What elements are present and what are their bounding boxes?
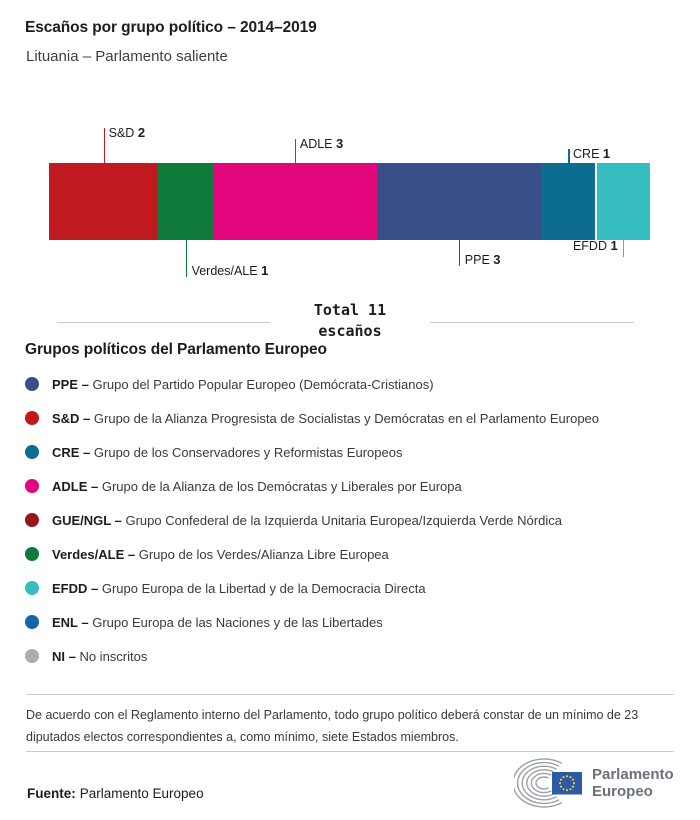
legend-color-dot — [25, 649, 39, 663]
total-value: Total 11 — [313, 301, 387, 319]
legend-abbr: EFDD – — [52, 580, 99, 596]
divider-bottom — [26, 751, 674, 752]
legend-color-dot — [25, 513, 39, 527]
legend-item — [25, 367, 685, 401]
bar-segment-cre — [541, 163, 596, 240]
legend-text — [52, 615, 383, 630]
bar-segment-adle — [213, 163, 377, 240]
callout-tick — [186, 240, 188, 277]
legend-color-dot — [25, 547, 39, 561]
total-unit: escaños — [318, 322, 382, 340]
total-label — [275, 300, 425, 342]
legend-abbr: NI – — [52, 648, 76, 664]
legend-desc: Grupo de los Verdes/Alianza Libre Europea — [135, 546, 389, 562]
legend-item — [25, 639, 685, 673]
legend-abbr: Verdes/ALE – — [52, 546, 136, 562]
legend-color-dot — [25, 479, 39, 493]
legend-text — [52, 513, 562, 528]
legend-abbr: ENL – — [52, 614, 89, 630]
legend-desc: Grupo de la Alianza de los Demócratas y Liberales por Europa — [98, 478, 462, 494]
legend-text — [52, 479, 462, 494]
callout-label: Verdes/ALE 1 — [191, 263, 269, 278]
callout-tick — [568, 149, 570, 163]
divider-line-right — [430, 322, 634, 323]
bar-segment-s-d — [49, 163, 158, 240]
legend-item — [25, 537, 685, 571]
page-subtitle: Lituania – Parlamento saliente — [26, 48, 228, 65]
legend-abbr: PPE – — [52, 376, 89, 392]
page-title: Escaños por grupo político – 2014–2019 — [25, 19, 317, 36]
legend-desc: Grupo Europa de las Naciones y de las Libertades — [88, 614, 383, 630]
legend-text — [52, 445, 402, 460]
legend-abbr: ADLE – — [52, 478, 99, 494]
legend-item — [25, 605, 685, 639]
legend-item — [25, 571, 685, 605]
legend-color-dot — [25, 615, 39, 629]
ep-logo — [514, 756, 674, 810]
legend-text — [52, 411, 599, 426]
bar-segment-ppe — [377, 163, 541, 240]
legend-abbr: GUE/NGL – — [52, 512, 122, 528]
callout-label: CRE 1 — [573, 146, 611, 161]
legend-color-dot — [25, 377, 39, 391]
callout-tick — [623, 240, 625, 257]
legend-abbr: S&D – — [52, 410, 91, 426]
legend-item — [25, 503, 685, 537]
legend-desc: Grupo de los Conservadores y Reformistas Europeos — [90, 444, 403, 460]
legend-desc: Grupo de la Alianza Progresista de Socialistas y Demócratas en el Parlamento Europeo — [90, 410, 600, 426]
parliament-hemicycle-icon — [514, 756, 586, 810]
divider-line-left — [57, 322, 270, 323]
logo-line1: Parlamento — [592, 766, 674, 783]
callout-label: PPE 3 — [464, 252, 501, 267]
divider-top — [26, 694, 674, 695]
source-label: Fuente: — [27, 786, 76, 801]
footnote — [26, 704, 638, 748]
legend-color-dot — [25, 581, 39, 595]
legend-list — [25, 367, 685, 673]
ep-logo-text — [592, 766, 674, 800]
source-line — [27, 786, 204, 801]
callout-label: EFDD 1 — [572, 238, 618, 253]
legend-heading: Grupos políticos del Parlamento Europeo — [25, 341, 327, 358]
logo-line2: Europeo — [592, 783, 653, 800]
legend-desc: Grupo del Partido Popular Europeo (Demócrata-Cristianos) — [88, 376, 434, 392]
footnote-line2: diputados electos correspondientes a, como mínimo, siete Estados miembros. — [26, 730, 459, 744]
bar-segment-verdes-ale — [158, 163, 213, 240]
total-divider — [0, 300, 700, 346]
legend-item — [25, 469, 685, 503]
callout-tick — [295, 139, 297, 163]
bar-segment-efdd — [595, 163, 650, 240]
callout-tick — [459, 240, 461, 266]
legend-desc: Grupo Confederal de la Izquierda Unitaria Europea/Izquierda Verde Nórdica — [121, 512, 562, 528]
seats-bar — [49, 163, 650, 240]
legend-text — [52, 377, 434, 392]
callout-label: S&D 2 — [108, 125, 146, 140]
legend-desc: No inscritos — [75, 648, 148, 664]
legend-text — [52, 581, 426, 596]
footnote-line1: De acuerdo con el Reglamento interno del Parlamento, todo grupo político deberá constar de un mínimo de 23 — [26, 708, 639, 722]
callout-tick — [104, 128, 106, 163]
legend-abbr: CRE – — [52, 444, 91, 460]
legend-text — [52, 547, 389, 562]
legend-desc: Grupo Europa de la Libertad y de la Democracia Directa — [98, 580, 426, 596]
legend-item — [25, 401, 685, 435]
callout-label: ADLE 3 — [299, 136, 344, 151]
legend-text — [52, 649, 147, 664]
source-value: Parlamento Europeo — [79, 786, 204, 801]
legend-color-dot — [25, 445, 39, 459]
seats-bar-chart — [0, 115, 700, 300]
legend-item — [25, 435, 685, 469]
legend-color-dot — [25, 411, 39, 425]
